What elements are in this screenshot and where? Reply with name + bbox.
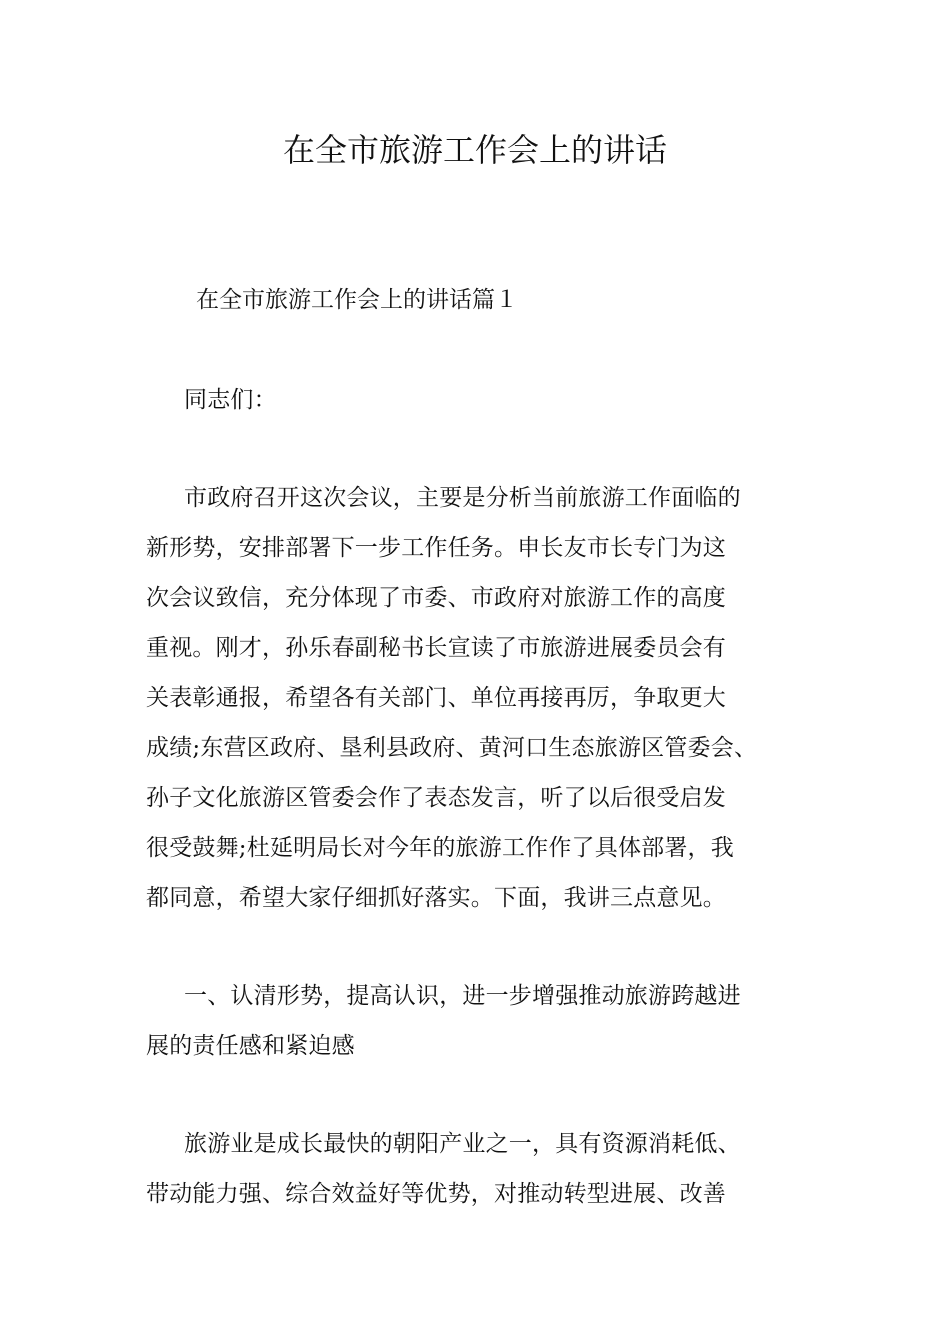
salutation: 同志们： — [184, 387, 277, 413]
paragraph-line: 成绩;东营区政府、垦利县政府、黄河口生态旅游区管委会、 — [146, 735, 758, 761]
paragraph-line: 市政府召开这次会议，主要是分析当前旅游工作面临的 — [184, 485, 741, 511]
heading-line: 一、认清形势，提高认识，进一步增强推动旅游跨越进 — [184, 983, 741, 1009]
paragraph-line: 孙子文化旅游区管委会作了表态发言，听了以后很受启发 — [146, 785, 726, 811]
paragraph-line: 旅游业是成长最快的朝阳产业之一，具有资源消耗低、 — [184, 1131, 741, 1157]
paragraph-line: 都同意，希望大家仔细抓好落实。下面，我讲三点意见。 — [146, 885, 726, 911]
document-title: 在全市旅游工作会上的讲话 — [282, 131, 667, 169]
paragraph-line: 次会议致信，充分体现了市委、市政府对旅游工作的高度 — [146, 585, 726, 611]
heading-line: 展的责任感和紧迫感 — [146, 1033, 355, 1059]
paragraph-line: 带动能力强、综合效益好等优势，对推动转型进展、改善 — [146, 1181, 726, 1207]
paragraph-line: 重视。刚才，孙乐春副秘书长宣读了市旅游进展委员会有 — [146, 635, 726, 661]
paragraph-line: 关表彰通报，希望各有关部门、单位再接再厉，争取更大 — [146, 685, 726, 711]
document-subtitle: 在全市旅游工作会上的讲话篇１ — [196, 287, 518, 313]
paragraph-line: 新形势，安排部署下一步工作任务。申长友市长专门为这 — [146, 535, 726, 561]
paragraph-line: 很受鼓舞;杜延明局长对今年的旅游工作作了具体部署，我 — [146, 835, 734, 861]
